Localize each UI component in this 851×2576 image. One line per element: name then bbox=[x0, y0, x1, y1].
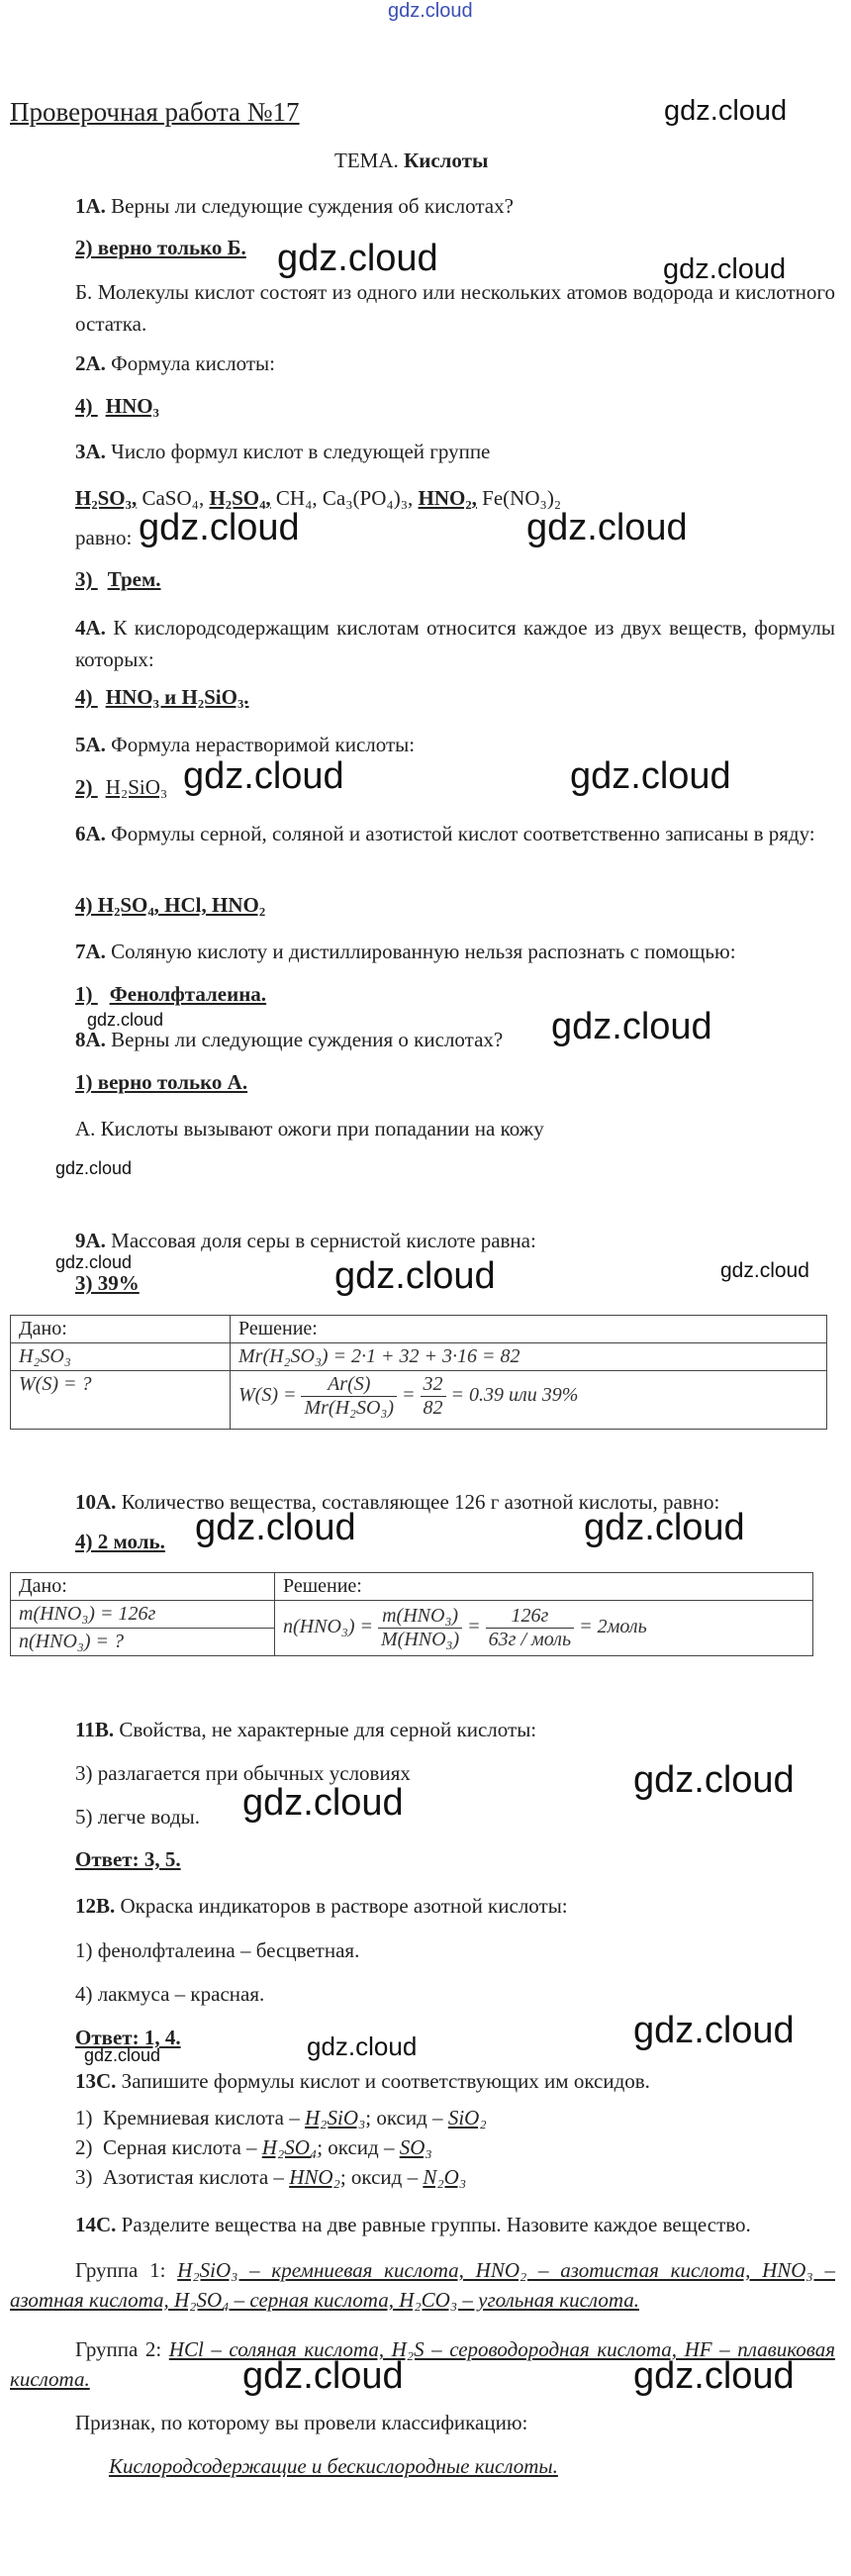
group-label: Группа 1: bbox=[75, 2258, 166, 2282]
watermark: gdz.cloud bbox=[277, 238, 438, 279]
question-8 bbox=[75, 1025, 503, 1054]
watermark: gdz.cloud bbox=[307, 2031, 418, 2061]
question-number: 14С. bbox=[75, 2213, 117, 2236]
list-item bbox=[75, 2162, 487, 2192]
formula-rhs: = 2моль bbox=[579, 1616, 647, 1638]
question-9 bbox=[75, 1226, 536, 1255]
watermark: gdz.cloud bbox=[139, 507, 300, 548]
question-number: 6А. bbox=[75, 822, 106, 845]
formula: CaSO₄, bbox=[142, 486, 205, 510]
question-number: 1А. bbox=[75, 194, 106, 218]
fraction bbox=[378, 1605, 462, 1651]
oxide-formula: SO₃ bbox=[399, 2135, 432, 2159]
watermark: gdz.cloud bbox=[242, 2355, 404, 2397]
formula: Fe(NO₃)₂ bbox=[482, 486, 562, 510]
group-content: H₂SiO₃ – кремниевая кислота, HNO₂ – азотистая кислота, HNO₃ – азотная кислота, H₂SO₄ – серная кислота, H₂CO₃ – угольная кислота. bbox=[10, 2258, 835, 2312]
watermark: gdz.cloud bbox=[84, 2045, 161, 2065]
theme-prefix: ТЕМА. bbox=[334, 149, 399, 172]
answer-12: Ответ: 1, 4. bbox=[75, 2026, 181, 2049]
fraction-numerator: Ar(S) bbox=[301, 1373, 397, 1397]
list-item bbox=[75, 2103, 487, 2132]
equals-label: равно: bbox=[75, 526, 133, 549]
answer-number: 2) bbox=[75, 775, 93, 799]
answer-value: Фенолфталеина. bbox=[109, 982, 267, 1006]
question-6 bbox=[75, 818, 835, 849]
given-item: W(S) = ? bbox=[11, 1371, 231, 1430]
formula-rhs: = 0.39 или 39% bbox=[450, 1384, 579, 1407]
watermark: gdz.cloud bbox=[334, 1255, 496, 1297]
answer-8: 1) верно только А. bbox=[75, 1070, 248, 1094]
question-2 bbox=[75, 348, 275, 378]
explanation-8: А. Кислоты вызывают ожоги при попадании на кожу bbox=[75, 1117, 544, 1140]
question-14 bbox=[75, 2210, 751, 2239]
question-number: 3А. bbox=[75, 440, 106, 463]
answer-value: H₂SiO₃ bbox=[105, 775, 168, 799]
criterion-answer: Кислородсодержащие и бескислородные кислоты. bbox=[109, 2454, 558, 2478]
formula: Ca₃(PO₄)₃, bbox=[322, 486, 414, 510]
oxide-label: ; оксид – bbox=[365, 2106, 443, 2130]
acid-name: Азотистая кислота – bbox=[103, 2165, 284, 2189]
question-text: Запишите формулы кислот и соответствующих им оксидов. bbox=[121, 2069, 650, 2093]
question-text: Формула нерастворимой кислоты: bbox=[111, 733, 416, 756]
theme-name: Кислоты bbox=[404, 149, 489, 172]
watermark: gdz.cloud bbox=[633, 1759, 795, 1801]
question-number: 8А. bbox=[75, 1028, 106, 1051]
answer-3 bbox=[75, 567, 161, 592]
question-text: Формула кислоты: bbox=[111, 351, 275, 375]
question-3 bbox=[75, 437, 490, 466]
formula-lhs: W(S) = bbox=[238, 1384, 297, 1407]
watermark: gdz.cloud bbox=[87, 1010, 164, 1030]
item-number: 2) bbox=[75, 2135, 93, 2159]
answer-4 bbox=[75, 685, 249, 710]
acid-name: Кремниевая кислота – bbox=[103, 2106, 300, 2130]
fraction-numerator: m(HNO₃) bbox=[378, 1605, 462, 1629]
answer-number: 4) bbox=[75, 685, 93, 709]
fraction-numerator: 126г bbox=[486, 1605, 574, 1629]
question-number: 12В. bbox=[75, 1894, 116, 1918]
question-7 bbox=[75, 937, 736, 966]
question-text: Количество вещества, составляющее 126 г азотной кислоты, равно: bbox=[121, 1490, 720, 1514]
list-item: 5) легче воды. bbox=[75, 1805, 200, 1829]
formula-lhs: n(HNO₃) = bbox=[283, 1616, 373, 1638]
answer-2 bbox=[75, 394, 159, 419]
given-item: m(HNO₃) = 126г bbox=[11, 1601, 275, 1629]
oxide-label: ; оксид – bbox=[339, 2165, 419, 2189]
answer-10: 4) 2 моль. bbox=[75, 1530, 165, 1553]
watermark: gdz.cloud bbox=[242, 1782, 404, 1824]
solution-table-9 bbox=[10, 1315, 827, 1430]
question-number: 4А. bbox=[75, 616, 106, 640]
question-text: Формулы серной, соляной и азотистой кислот соответственно записаны в ряду: bbox=[111, 822, 815, 845]
answer-7 bbox=[75, 982, 266, 1007]
question-4 bbox=[75, 612, 835, 675]
answer-9: 3) 39% bbox=[75, 1271, 140, 1295]
question-number: 11В. bbox=[75, 1718, 115, 1741]
acid-formula: HNO₂ bbox=[289, 2165, 340, 2189]
given-item: H₂SO₃ bbox=[11, 1343, 231, 1371]
watermark: gdz.cloud bbox=[663, 253, 787, 285]
watermark: gdz.cloud bbox=[526, 507, 688, 548]
answer-number: 1) bbox=[75, 982, 93, 1006]
page-title: Проверочная работа №17 bbox=[10, 97, 300, 127]
formula: CH₄, bbox=[275, 486, 318, 510]
question-number: 13С. bbox=[75, 2069, 117, 2093]
question-text: К кислородсодержащим кислотам относится каждое из двух веществ, формулы которых: bbox=[75, 616, 836, 671]
question-text: Разделите вещества на две равные группы. Назовите каждое вещество. bbox=[121, 2213, 751, 2236]
group-label: Группа 2: bbox=[75, 2337, 162, 2361]
criterion-question: Признак, по которому вы провели классификацию: bbox=[75, 2411, 528, 2434]
answer-6: 4) H₂SO₄, HCl, HNO₂ bbox=[75, 893, 266, 917]
fraction bbox=[486, 1605, 574, 1651]
answer-value: Трем. bbox=[107, 567, 161, 591]
fraction-denominator: Mr(H₂SO₃) bbox=[304, 1397, 395, 1419]
fraction-denominator: M(HNO₃) bbox=[381, 1629, 460, 1650]
given-item: n(HNO₃) = ? bbox=[11, 1629, 275, 1656]
question-text: Окраска индикаторов в растворе азотной кислоты: bbox=[120, 1894, 568, 1918]
oxide-formula: SiO₂ bbox=[447, 2106, 487, 2130]
acid-formula: H₂SO₄ bbox=[261, 2135, 318, 2159]
solution-header: Решение: bbox=[231, 1316, 827, 1343]
watermark: gdz.cloud bbox=[55, 1252, 133, 1272]
list-item: 1) фенолфталеина – бесцветная. bbox=[75, 1938, 360, 1962]
list-item bbox=[75, 2132, 487, 2162]
watermark: gdz.cloud bbox=[55, 1158, 133, 1178]
given-header: Дано: bbox=[11, 1573, 275, 1601]
question-number: 7А. bbox=[75, 940, 106, 963]
formula: H₂SO₃, bbox=[75, 486, 138, 510]
watermark: gdz.cloud bbox=[584, 1507, 745, 1548]
question-text: Верны ли следующие суждения об кислотах? bbox=[111, 194, 514, 218]
question-number: 5А. bbox=[75, 733, 106, 756]
question-number: 2А. bbox=[75, 351, 106, 375]
acid-formula: H₂SiO₃ bbox=[305, 2106, 366, 2130]
fraction bbox=[301, 1373, 397, 1420]
question-text: Массовая доля серы в сернистой кислоте равна: bbox=[111, 1229, 536, 1252]
question-1 bbox=[75, 191, 514, 221]
acid-name: Серная кислота – bbox=[103, 2135, 257, 2159]
solution-formula: W(S) = $\frac{Ar(S)}{\text{Mr(H₂SO₃)}}$ = $\frac{32}{82}$ = 0.39 или 39% bbox=[231, 1371, 827, 1430]
item-number: 3) bbox=[75, 2165, 93, 2189]
question-number: 9А. bbox=[75, 1229, 106, 1252]
question-text: Верны ли следующие суждения о кислотах? bbox=[111, 1028, 504, 1051]
solution-table-10 bbox=[10, 1572, 813, 1656]
answer-value: HNO₃ и H₂SiO₃. bbox=[105, 685, 249, 709]
watermark: gdz.cloud bbox=[551, 1006, 712, 1047]
fraction-numerator: 32 bbox=[421, 1373, 446, 1397]
group-content: HCl – соляная кислота, H₂S – сероводородная кислота, HF – плавиковая кислота. bbox=[10, 2337, 835, 2391]
solution-header: Решение: bbox=[275, 1573, 813, 1601]
formula: H₂SO₄, bbox=[209, 486, 271, 510]
question-13 bbox=[75, 2066, 650, 2096]
list-item: 3) разлагается при обычных условиях bbox=[75, 1761, 411, 1785]
group-1 bbox=[10, 2255, 835, 2315]
solution-formula: n(HNO₃) = $\frac{\text{m(HNO₃)}}{\text{M(HNO₃)}}$ = $\frac{126г}{\text{63г / моль}}$ = 2моль bbox=[275, 1601, 813, 1656]
answer-1: 2) верно только Б. bbox=[75, 236, 246, 259]
fraction bbox=[421, 1373, 446, 1420]
theme-line bbox=[334, 149, 488, 173]
question-12 bbox=[75, 1891, 568, 1921]
fraction-denominator: 82 bbox=[423, 1397, 443, 1419]
fraction-denominator: 63г / моль bbox=[488, 1629, 572, 1650]
watermark: gdz.cloud bbox=[664, 95, 788, 127]
answer-number: 4) bbox=[75, 394, 93, 418]
top-watermark: gdz.cloud bbox=[388, 0, 473, 22]
given-header: Дано: bbox=[11, 1316, 231, 1343]
explanation-1: Б. Молекулы кислот состоят из одного или нескольких атомов водорода и кислотного остатка. bbox=[75, 280, 835, 336]
oxide-label: ; оксид – bbox=[317, 2135, 395, 2159]
question-number: 10А. bbox=[75, 1490, 117, 1514]
watermark: gdz.cloud bbox=[633, 2355, 795, 2397]
watermark: gdz.cloud bbox=[720, 1259, 809, 1282]
watermark: gdz.cloud bbox=[633, 2010, 795, 2051]
question-text: Свойства, не характерные для серной кислоты: bbox=[119, 1718, 537, 1741]
question-11 bbox=[75, 1715, 536, 1744]
answer-number: 3) bbox=[75, 567, 93, 591]
oxide-formula: N₂O₃ bbox=[423, 2165, 467, 2189]
answer-5 bbox=[75, 775, 167, 800]
item-number: 1) bbox=[75, 2106, 93, 2130]
watermark: gdz.cloud bbox=[183, 755, 344, 797]
watermark: gdz.cloud bbox=[195, 1507, 356, 1548]
answer-11: Ответ: 3, 5. bbox=[75, 1847, 181, 1871]
question-text: Соляную кислоту и дистиллированную нельзя распознать с помощью: bbox=[111, 940, 736, 963]
formula: HNO₂, bbox=[418, 486, 477, 510]
answer-value: HNO₃ bbox=[105, 394, 159, 418]
list-item: 4) лакмуса – красная. bbox=[75, 1982, 265, 2006]
acid-oxide-list bbox=[75, 2103, 487, 2192]
question-text: Число формул кислот в следующей группе bbox=[111, 440, 491, 463]
watermark: gdz.cloud bbox=[570, 755, 731, 797]
solution-line: Mr(H₂SO₃) = 2·1 + 32 + 3·16 = 82 bbox=[231, 1343, 827, 1371]
